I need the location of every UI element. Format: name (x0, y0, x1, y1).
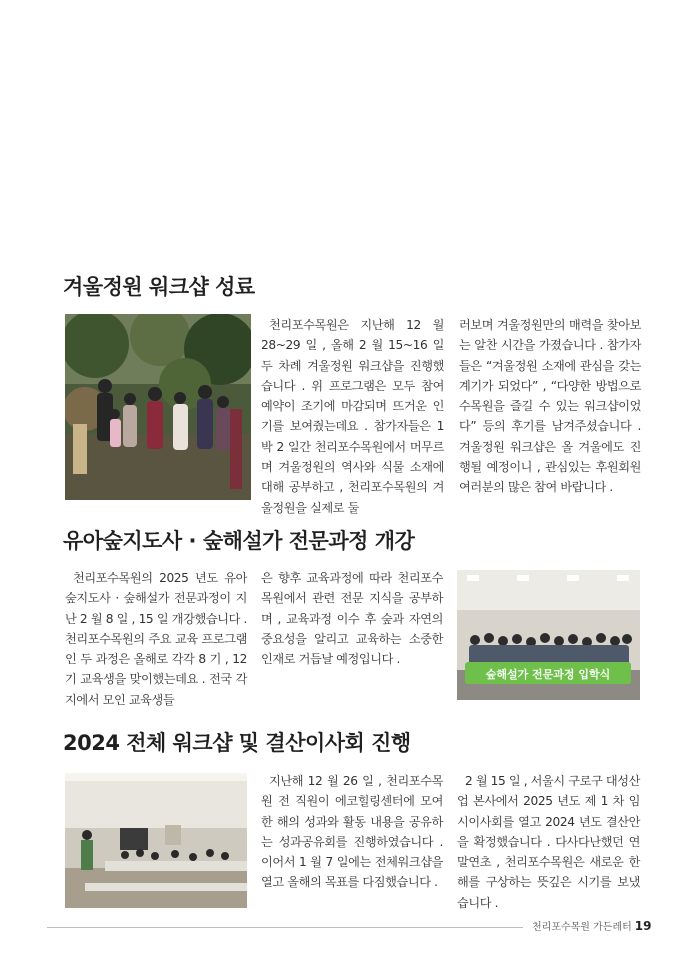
section2-paragraph-2: 은 향후 교육과정에 따라 천리포수목원에서 관련 전문 지식을 공부하며 , 교육과정 이수 후 숲과 자연의 중요성을 알리고 교육하는 소중한 인재로 거듭날 예정입니다 . (261, 571, 443, 667)
workshop-meeting-photo (65, 773, 247, 908)
footer-divider (47, 927, 523, 928)
section3-paragraph-2: 2 월 15 일 , 서울시 구로구 대성산업 본사에서 2025 년도 제 1 차 임시이사회를 열고 2024 년도 결산안을 확정했습니다 . 다사다난했던 연말연초 , 천리포수목원은 새로운 한 해를 구상하는 뜻깊은 시기를 보냈습니다 . (457, 774, 640, 910)
section1-paragraph-1: 천리포수목원은 지난해 12 월 28~29 일 , 올해 2 월 15~16 일 두 차례 겨울정원 워크샵을 진행했습니다 . 위 프로그램은 모두 참여 예약이 조기에 마감되며 뜨거운 인기를 보여줬는데요 . 참가자들은 1 박 2 일간 천리포수목원에서 머무르며 겨울정원의 역사와 식물 소재에 대해 공부하고 , 천리포수목원의 겨울정원을 실제로 둘 (261, 318, 444, 515)
banner-text: 숲해설가 전문과정 입학식 (485, 668, 611, 681)
section3-paragraph-1: 지난해 12 월 26 일 , 천리포수목원 전 직원이 에코힐링센터에 모여 한 해의 성과와 활동 내용을 공유하는 성과공유회를 진행하였습니다 . 이어서 1 월 7 일에는 전체워크샵을 열고 올해의 목표를 다짐했습니다 . (261, 774, 443, 890)
section2-column-1 (65, 568, 247, 710)
section3-column-1 (261, 771, 443, 893)
page-footer (532, 918, 651, 933)
section2-title: 유아숲지도사 · 숲해설가 전문과정 개강 (63, 529, 415, 553)
section3-column-2 (457, 771, 640, 913)
section2-paragraph-1: 천리포수목원의 2025 년도 유아숲지도사 · 숲해설가 전문과정이 지난 2 월 8 일 , 15 일 개강했습니다 . 천리포수목원의 주요 교육 프로그램인 두 과정은 올해로 각각 8 기 , 12 기 교육생을 맞이했는데요 . 전국 각지에서 모인 교육생들 (65, 571, 247, 707)
section2-column-2 (261, 568, 443, 669)
section1-column-1 (261, 315, 444, 518)
page-number: 19 (634, 919, 652, 933)
section1-title: 겨울정원 워크샵 성료 (63, 275, 255, 299)
publication-name: 천리포수목원 가든레터 (532, 922, 632, 933)
section1-paragraph-2: 러보며 겨울정원만의 매력을 찾아보는 알찬 시간을 가졌습니다 . 참가자들은 “겨울정원 소재에 관심을 갖는 계기가 되었다” , “다양한 방법으로 수목원을 즐길 수 있는 워크샵이었다” 등의 후기를 남겨주셨습니다 . 겨울정원 워크샵은 올 겨울에도 진행될 예정이니 , 관심있는 후원회원 여러분의 많은 참여 바랍니다 . (459, 318, 641, 495)
section1-column-2 (459, 315, 641, 498)
winter-garden-workshop-photo (65, 314, 251, 500)
section3-title: 2024 전체 워크샵 및 결산이사회 진행 (63, 731, 411, 755)
course-opening-photo (457, 570, 640, 700)
